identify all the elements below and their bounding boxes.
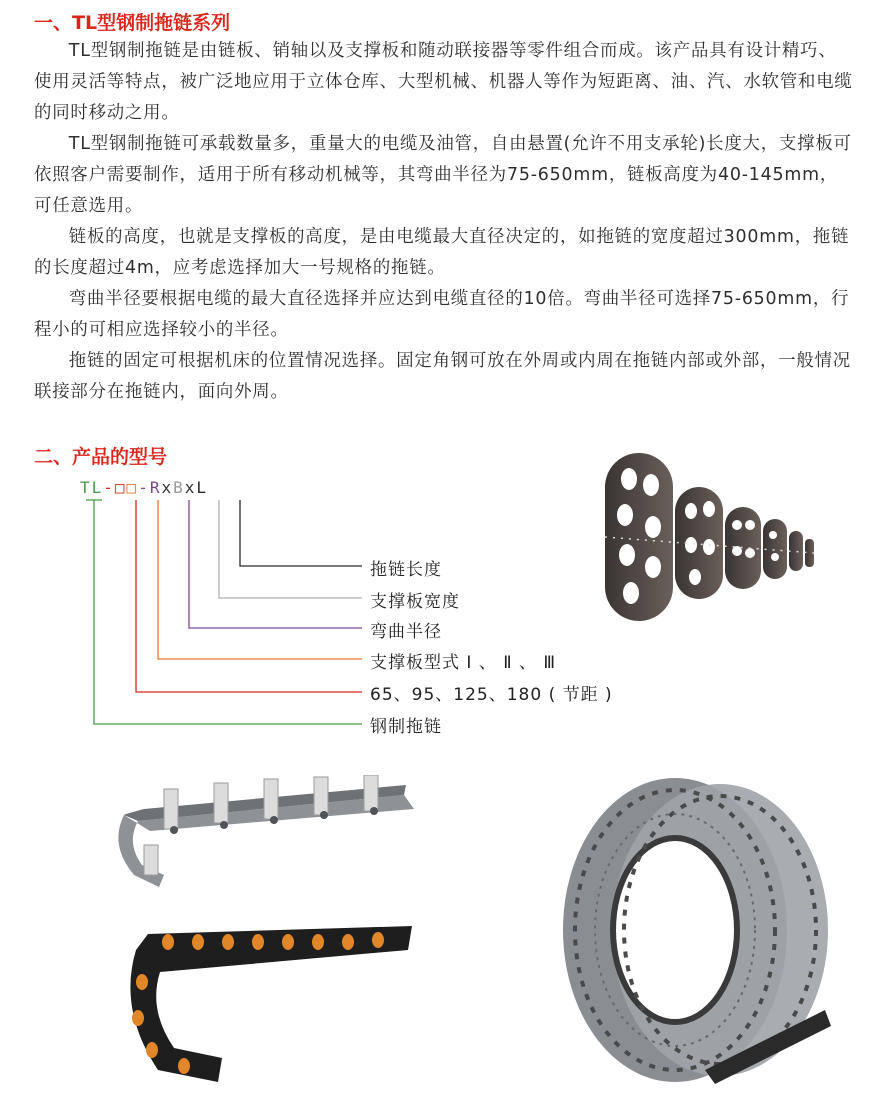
code-x: x (184, 478, 197, 497)
steel-drag-chain-photo (104, 775, 424, 895)
legend-pitch: 65、95、125、180 ( 节距 ) (370, 685, 613, 705)
legend-type: 支撑板型式 Ⅰ 、 Ⅱ 、 Ⅲ (370, 653, 557, 673)
chain-plates-photo (595, 445, 820, 630)
plastic-drag-chain-photo (118, 920, 418, 1085)
legend-radius: 弯曲半径 (370, 622, 442, 642)
paragraph-4: 弯曲半径要根据电缆的最大直径选择并应达到电缆直径的10倍。弯曲半径可选择75-650mm，行程小的可相应选择较小的半径。 (34, 289, 850, 340)
coiled-drag-chain-photo (555, 770, 840, 1090)
code-r: R (149, 478, 162, 497)
code-l: L (196, 478, 209, 497)
code-type-box: □ (126, 478, 139, 497)
legend-steel-chain: 钢制拖链 (370, 717, 442, 737)
code-pitch-box: □ (114, 478, 127, 497)
legend-length: 拖链长度 (370, 560, 442, 580)
code-tl: TL (80, 478, 104, 497)
paragraph-2: TL型钢制拖链可承载数量多，重量大的电缆及油管，自由悬置(允许不用支承轮)长度大，支撑板可依照客户需要制作，适用于所有移动机械等，其弯曲半径为75-650mm，链板高度为40-145mm，可任意选用。 (34, 134, 852, 216)
paragraph-1: TL型钢制拖链是由链板、销轴以及支撑板和随动联接器等零件组合而成。该产品具有设计精巧、使用灵活等特点，被广泛地应用于立体仓库、大型机械、机器人等作为短距离、油、汽、水软管和电缆的同时移动之用。 (34, 41, 853, 123)
legend-width: 支撑板宽度 (370, 592, 460, 612)
section-1-title: 一、TL型钢制拖链系列 (34, 12, 231, 34)
code-x: x (161, 478, 174, 497)
code-b: B (173, 478, 185, 497)
paragraph-5: 拖链的固定可根据机床的位置情况选择。固定角钢可放在外周或内周在拖链内部或外部，一般情况联接部分在拖链内，面向外周。 (34, 351, 851, 402)
code-dash: - (138, 478, 150, 497)
paragraph-3: 链板的高度，也就是支撑板的高度，是由电缆最大直径决定的，如拖链的宽度超过300mm，拖链的长度超过4m，应考虑选择加大一号规格的拖链。 (34, 227, 850, 278)
section-2-title: 二、产品的型号 (34, 446, 168, 468)
code-dash: - (103, 478, 115, 497)
